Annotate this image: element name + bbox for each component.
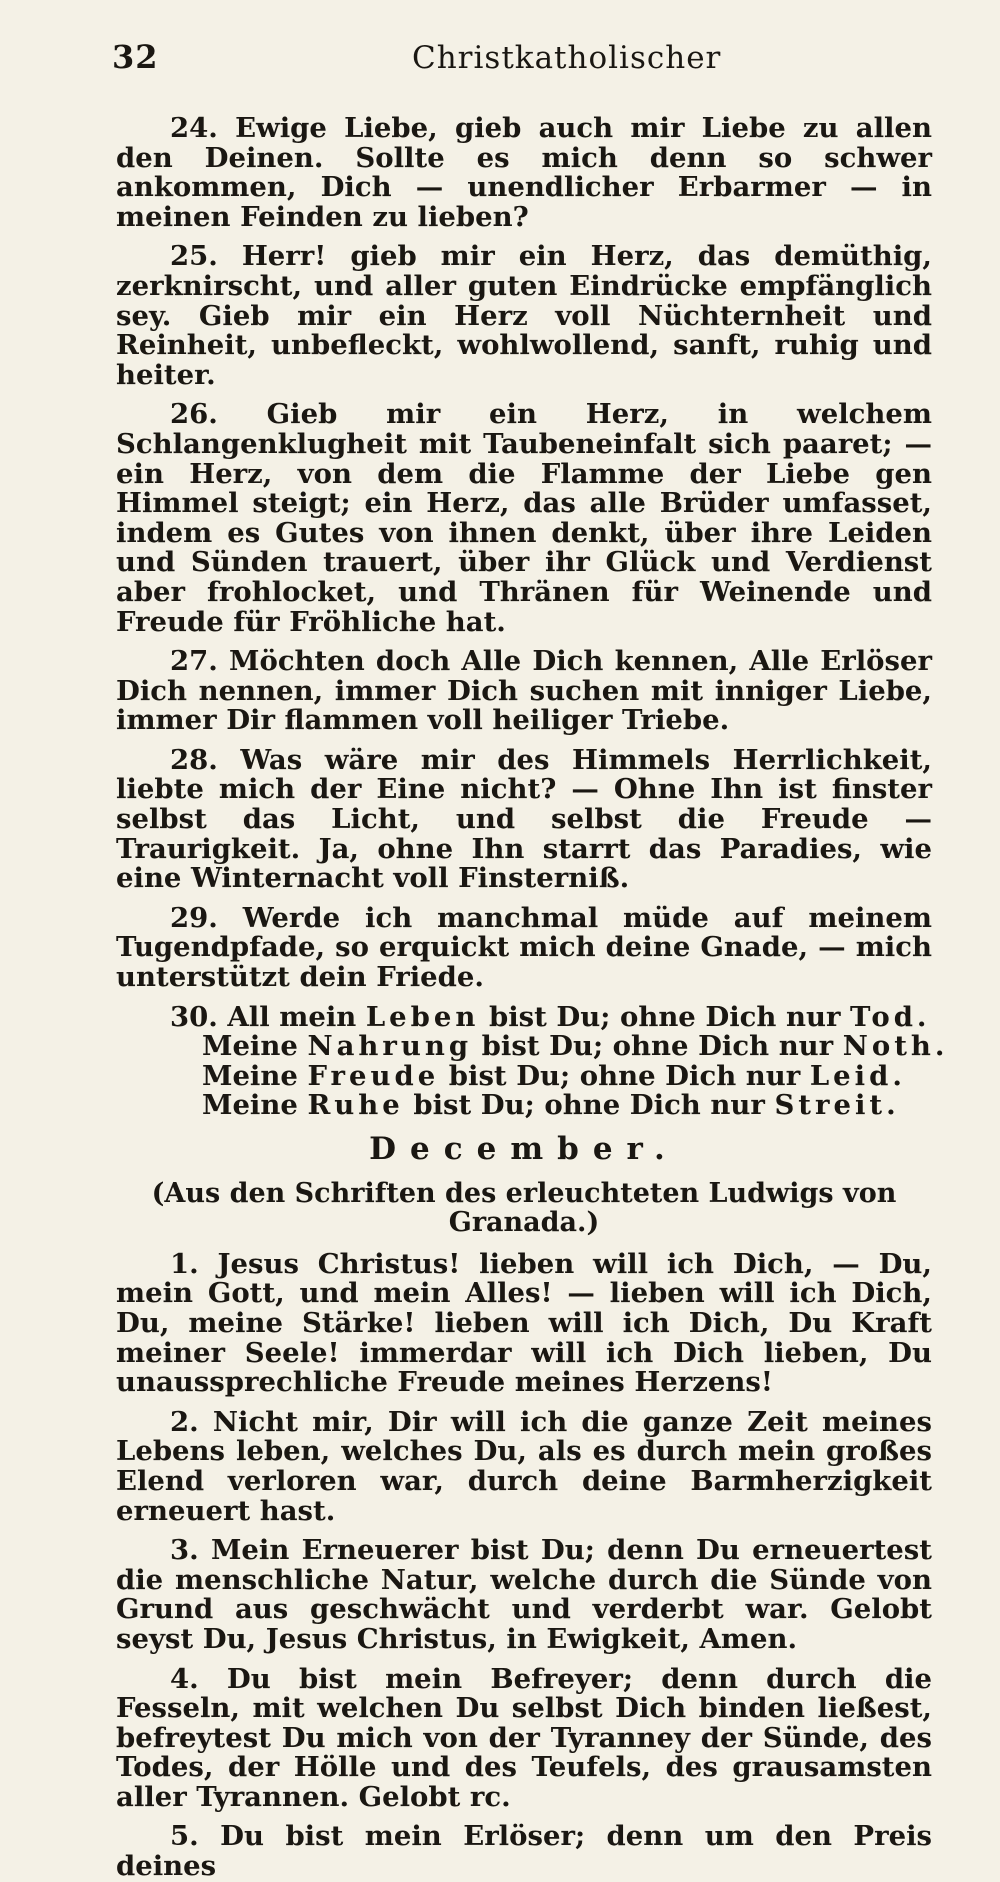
verse-emphasis: Leben [365, 1000, 480, 1033]
verse-line [116, 1059, 932, 1092]
verse-30 [116, 1000, 949, 1122]
verse-text: Meine [202, 1089, 308, 1122]
verse-emphasis: Tod. [850, 1000, 931, 1033]
page-number: 32 [112, 38, 159, 76]
verse-text: 30. All mein [170, 1000, 366, 1033]
paragraph-27: 27. Möchten doch Alle Dich kennen, Alle Erlöser Dich nennen, immer Dich suchen mit inniger Liebe, immer Dir flammen voll heiliger Triebe. [116, 645, 932, 737]
paragraph-28: 28. Was wäre mir des Himmels Herrlichkeit, liebte mich der Eine nicht? — Ohne Ihn ist finster selbst das Licht, und selbst die Freude — Traurigkeit. Ja, ohne Ihn starrt das Paradies, wie eine Winternacht voll Finsterniß. [116, 743, 932, 895]
paragraph-3: 3. Mein Erneuerer bist Du; denn Du erneuertest die menschliche Natur, welche durch die Sünde von Grund aus geschwächt und verderbt war. Gelobt seyst Du, Jesus Christus, in Ewigkeit, Amen. [116, 1534, 932, 1655]
verse-line [116, 1030, 949, 1063]
verse-text: bist Du; ohne Dich nur [403, 1089, 775, 1122]
verse-emphasis: Noth. [842, 1030, 949, 1063]
verse-line [116, 1000, 932, 1033]
page-header [112, 38, 912, 88]
verse-emphasis: Freude [307, 1059, 440, 1092]
verse-emphasis: Nahrung [307, 1030, 473, 1063]
main-text [116, 112, 949, 1882]
verse-emphasis: Leid. [809, 1059, 906, 1092]
paragraph-4: 4. Du bist mein Befreyer; denn durch die Fesseln, mit welchen Du selbst Dich binden ließest, befreytest Du mich von der Tyranney der Sünde, des Todes, der Hölle und des Teufels, des grausamsten aller Tyrannen. Gelobt rc. [116, 1662, 932, 1813]
verse-emphasis: Ruhe [307, 1089, 404, 1122]
paragraph-2: 2. Nicht mir, Dir will ich die ganze Zeit meines Lebens leben, welches Du, als es durch mein großes Elend verloren war, durch deine Barmherzigkeit erneuert hast. [116, 1405, 932, 1527]
running-head: Christkatholischer [412, 40, 722, 76]
paragraph-26: 26. Gieb mir ein Herz, in welchem Schlangenklugheit mit Taubeneinfalt sich paaret; — ein Herz, von dem die Flamme der Liebe gen Himmel steigt; ein Herz, das alle Brüder umfasset, indem es Gutes von ihnen denkt, über ihre Leiden und Sünden trauert, über ihr Glück und Verdienst aber frohlocket, und Thränen für Weinende und Freude für Fröhliche hat. [116, 398, 932, 638]
verse-text: Meine [202, 1030, 308, 1063]
paragraph-1: 1. Jesus Christus! lieben will ich Dich, — Du, mein Gott, und mein Alles! — lieben will ich Dich, Du, meine Stärke! lieben will ich Dich, Du Kraft meiner Seele! immerdar will ich Dich lieben, Du unaussprechliche Freude meines Herzens! [116, 1247, 932, 1399]
verse-line [116, 1091, 932, 1121]
section-subtitle: (Aus den Schriften des erleuchteten Ludwigs von Granada.) [151, 1177, 897, 1239]
paragraph-5-start: 5. Du bist mein Erlöser; denn um den Preis deines [116, 1820, 932, 1882]
verse-text: Meine [202, 1059, 308, 1092]
verse-text: bist Du; ohne Dich nur [479, 1000, 851, 1033]
section-title: December. [369, 1131, 679, 1167]
verse-text: bist Du; ohne Dich nur [472, 1030, 843, 1063]
paragraph-29: 29. Werde ich manchmal müde auf meinem Tugendpfade, so erquickt mich deine Gnade, — mich unterstützt dein Friede. [116, 901, 932, 994]
paragraph-25: 25. Herr! gieb mir ein Herz, das demüthig, zerknirscht, und aller guten Eindrücke empfänglich sey. Gieb mir ein Herz voll Nüchternheit und Reinheit, unbefleckt, wohlwollend, sanft, ruhig und heiter. [116, 240, 932, 391]
verse-text: bist Du; ohne Dich nur [439, 1059, 810, 1092]
verse-emphasis: Streit. [774, 1089, 900, 1122]
paragraph-24: 24. Ewige Liebe, gieb auch mir Liebe zu allen den Deinen. Sollte es mich denn so schwer ankommen, Dich — unendlicher Erbarmer — in meinen Feinden zu lieben? [116, 112, 932, 233]
